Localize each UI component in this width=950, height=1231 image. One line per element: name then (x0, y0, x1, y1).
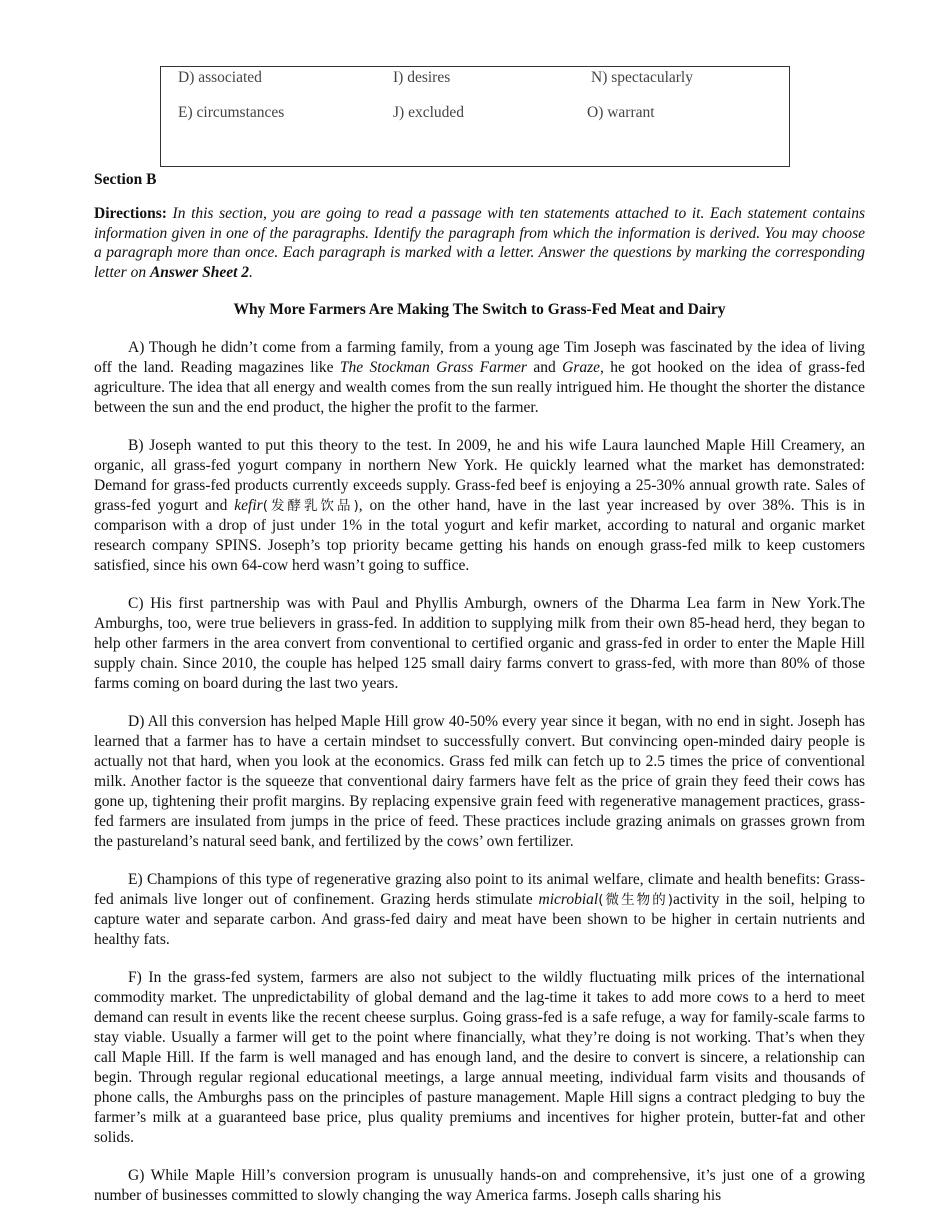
word-option: E) circumstances (178, 104, 285, 121)
glossed-term: kefir (234, 497, 263, 514)
para-e-text: E) Champions of this type of regenerative grazing also point to its animal welfare, climate and health benefits: Grass-fed animals live longer out of confinement. Grazing herds stimulate (94, 871, 865, 908)
directions-text: In this section, you are going to read a passage with ten statements attached to it. Each statement contains information given in one of the paragraphs. Identify the paragraph from which the information is derived. You may choose a paragraph more than once. Each paragraph is marked with a letter. Answer the questions by marking the corresponding letter on (94, 205, 865, 281)
paragraph-b (94, 436, 865, 576)
paragraph-f: F) In the grass-fed system, farmers are also not subject to the wildly fluctuating milk prices of the international commodity market. The unpredictability of global demand and the lag-time it takes to add more cows to a herd to meet demand can result in events like the recent cheese surplus. Going grass-fed is a safe refuge, a way for family-scale farms to stay viable. Usually a farmer will get to the point where financially, what they’re doing is not working. That’s when they call Maple Hill. If the farm is well managed and has enough land, and the desire to convert is sincere, a relationship can begin. Through regular regional educational meetings, a large annual meeting, individual farm visits and thousands of phone calls, the Amburghs pass on the principles of pasture management. Maple Hill signs a contract pledging to buy the farmer’s milk at a guaranteed base price, plus quality premiums and incentives for higher protein, butter-fat and other solids. (94, 969, 865, 1146)
directions-end: . (249, 263, 253, 281)
para-b-text: , on the other hand, have in the last year increased by over 38%. This is in comparison with a drop of just under 1% in the total yogurt and kefir market, according to natural and organic market research company SPINS. Joseph’s top priority became getting his hands on enough grass-fed milk to keep customers satisfied, since his own 64-cow herd wasn’t going to suffice. (94, 497, 865, 574)
magazine-title: Graze (562, 359, 601, 376)
word-option: J) excluded (393, 104, 465, 121)
word-bank-box (160, 66, 790, 167)
paragraph-g: G) While Maple Hill’s conversion program is unusually hands-on and comprehensive, it’s just one of a growing number of businesses committed to slowly changing the way America farms. Joseph calls sharing his (94, 1167, 865, 1204)
word-option: O) warrant (587, 104, 655, 121)
paragraph-d: D) All this conversion has helped Maple Hill grow 40-50% every year since it began, with no end in sight. Joseph has learned that a farmer has to have a certain mindset to successfully convert. But convincing open-minded dairy people is actually not that hard, when you look at the economics. Grass fed milk can fetch up to 2.5 times the price of conventional milk. Another factor is the squeeze that conventional dairy farmers have felt as the price of grain they feed their cows has gone up, tightening their profit margins. By replacing expensive grain feed with regenerative management practices, grass-fed farmers are insulated from jumps in the price of feed. These practices include grazing animals on grasses grown from the pastureland’s natural seed bank, and fertilized by the cows’ own fertilizer. (94, 713, 865, 850)
article-title: Why More Farmers Are Making The Switch to Grass-Fed Meat and Dairy (233, 301, 726, 318)
word-option: N) spectacularly (591, 69, 693, 86)
para-e-text: activity in the soil, helping to capture water and separate carbon. And grass-fed dairy and meat have been shown to be higher in certain nutrients and healthy fats. (94, 891, 865, 948)
directions (94, 204, 865, 282)
word-option: I) desires (393, 69, 451, 86)
para-a-text: , he got hooked on the idea of grass-fed agriculture. The idea that all energy and wealth comes from the sun really intrigued him. He thought the shorter the distance between the sun and the end product, the higher the profit to the farmer. (94, 359, 865, 416)
magazine-title: The Stockman Grass Farmer (339, 359, 527, 376)
para-b-text: B) Joseph wanted to put this theory to the test. In 2009, he and his wife Laura launched Maple Hill Creamery, an organic, all grass-fed yogurt company in northern New York. He quickly learned what the market has demonstrated: Demand for grass-fed products currently exceeds supply. Grass-fed beef is enjoying a 25-30% annual growth rate. Sales of grass-fed yogurt and (94, 437, 865, 514)
word-option: D) associated (178, 69, 262, 86)
glossed-term: microbial (538, 891, 599, 908)
document-body (94, 170, 865, 1206)
chinese-gloss: (发酵乳饮品) (262, 498, 359, 514)
para-a-text: and (526, 359, 563, 376)
paragraph-c: C) His first partnership was with Paul and Phyllis Amburgh, owners of the Dharma Lea farm in New York.The Amburghs, too, were true believers in grass-fed. In addition to supplying milk from their own 85-head herd, they began to help other farmers in the area convert from conventional to certified organic and grass-fed in order to enter the Maple Hill supply chain. Since 2010, the couple has helped 125 small dairy farms convert to grass-fed, with more than 80% of those farms coming on board during the last two years. (94, 595, 865, 692)
chinese-gloss: (微生物的) (598, 892, 674, 908)
directions-label: Directions: (94, 205, 167, 222)
para-a-text: A) Though he didn’t come from a farming family, from a young age Tim Joseph was fascinated by the idea of living off the land. Reading magazines like (94, 339, 865, 376)
section-title: Section B (94, 171, 157, 188)
answer-sheet-ref: Answer Sheet 2 (149, 263, 250, 281)
paragraph-e (94, 870, 865, 950)
paragraph-a (94, 338, 865, 418)
